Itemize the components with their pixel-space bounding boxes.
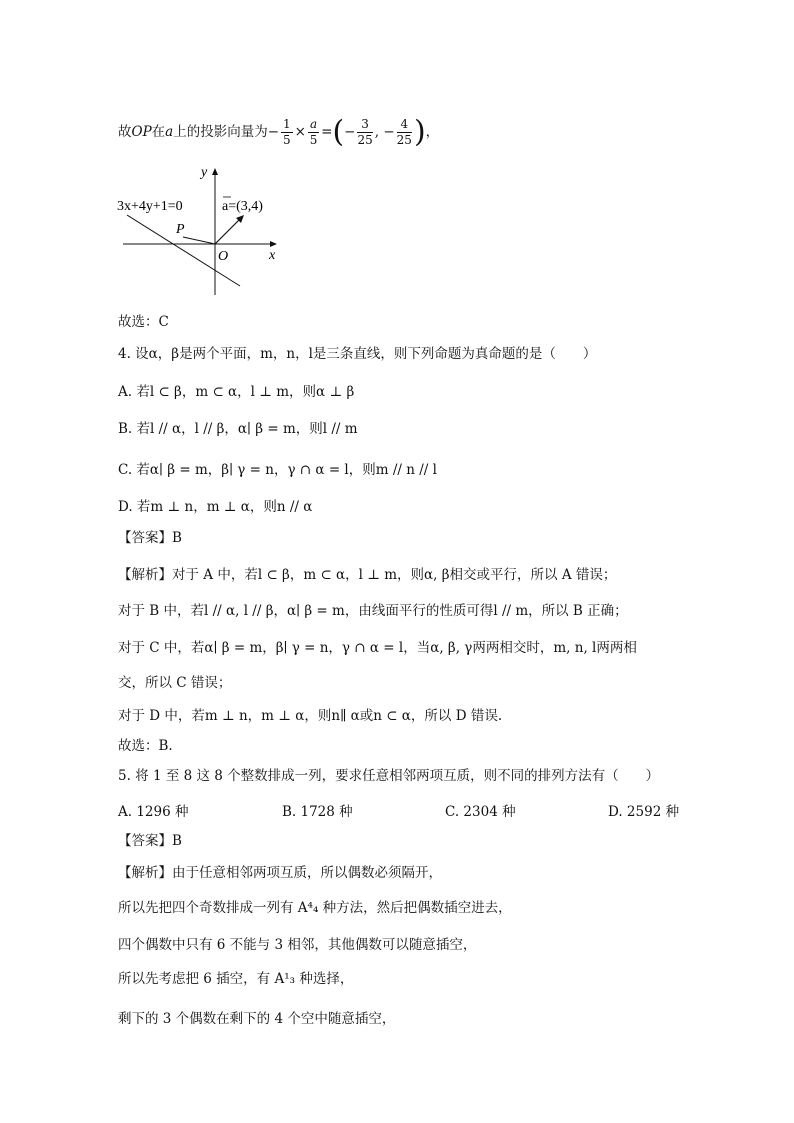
- q4-stem: 4. 设α，β是两个平面，m，n，l是三条直线，则下列命题为真命题的是（ ）: [118, 346, 597, 362]
- q4-analysis-5: 对于 D 中，若m ⊥ n，m ⊥ α，则n∥ α或n ⊂ α，所以 D 错误.: [118, 708, 503, 724]
- q5-analysis-1: 【解析】由于任意相邻两项互质，所以偶数必须隔开，: [118, 865, 442, 881]
- vector-a-arrow: [215, 217, 242, 244]
- p-label: P: [176, 222, 185, 237]
- projection-mid: 在: [151, 124, 166, 140]
- segment-op: [183, 237, 215, 244]
- q5-stem: 5. 将 1 至 8 这 8 个整数排成一列，要求任意相邻两项互质，则不同的排列方法有（ ）: [118, 768, 660, 784]
- q5-option-a: A. 1296 种: [118, 804, 189, 820]
- projection-formula: 故OP在a上的投影向量为− $\frac{1}{5}$ × $\frac{a}{5}$ =(− $\frac{3}{25}$ , − $\frac{4}{25}$ )，: [118, 114, 440, 150]
- equals-sign: =: [321, 124, 333, 140]
- neg-sign: −: [267, 124, 280, 140]
- q5-option-d: D. 2592 种: [608, 804, 680, 820]
- vector-a: a: [165, 124, 174, 140]
- q4-analysis-1: 【解析】对于 A 中，若l ⊂ β，m ⊂ α，l ⊥ m，则α, β相交或平行，所以 A 错误；: [118, 567, 617, 583]
- times-sign: ×: [294, 124, 306, 140]
- projection-prefix: 故: [118, 124, 132, 140]
- y-axis-arrow: [212, 168, 218, 175]
- q3-choice: 故选：C: [118, 314, 169, 330]
- q4-answer: 【答案】B: [118, 530, 182, 546]
- fraction-3-25: $\frac{3}{25}$: [357, 117, 373, 147]
- q4-option-c: C. 若α∣ β = m，β∣ γ = n，γ ∩ α = l，则m // n // l: [118, 462, 437, 478]
- q4-option-d: D. 若m ⊥ n，m ⊥ α，则n // α: [118, 499, 313, 515]
- q5-analysis-2: 所以先把四个奇数排成一列有 A⁴₄ 种方法，然后把偶数插空进去，: [118, 900, 512, 916]
- x-axis-arrow: [270, 241, 277, 247]
- q4-option-b: B. 若l // α，l // β，α∣ β = m，则l // m: [118, 421, 358, 437]
- q4-analysis-2: 对于 B 中，若l // α, l // β，α∣ β = m，由线面平行的性质可得l // m，所以 B 正确；: [118, 603, 628, 619]
- coordinate-figure: [115, 160, 290, 300]
- q4-analysis-4: 交，所以 C 错误；: [118, 675, 232, 691]
- q4-analysis-3: 对于 C 中，若α∣ β = m，β∣ γ = n，γ ∩ α = l，当α, β, γ两两相交时，m, n, l两两相: [118, 640, 637, 656]
- q5-option-c: C. 2304 种: [445, 804, 516, 820]
- q4-option-a: A. 若l ⊂ β，m ⊂ α，l ⊥ m，则α ⊥ β: [118, 384, 355, 400]
- q5-analysis-5: 剩下的 3 个偶数在剩下的 4 个空中随意插空，: [118, 1011, 396, 1027]
- fraction-1-5: $\frac{1}{5}$: [283, 117, 291, 147]
- q4-choice: 故选：B.: [118, 738, 173, 754]
- q5-analysis-3: 四个偶数中只有 6 不能与 3 相邻，其他偶数可以随意插空，: [118, 937, 477, 953]
- vector-label: a=(3,4): [222, 199, 263, 214]
- vector-op: OP: [131, 124, 152, 140]
- q5-option-b: B. 1728 种: [282, 804, 353, 820]
- line-label: 3x+4y+1=0: [117, 199, 183, 214]
- q5-answer: 【答案】B: [118, 833, 182, 849]
- projection-suffix: 上的投影向量为: [173, 124, 268, 140]
- projection-end: ，: [425, 124, 440, 140]
- x-label: x: [269, 248, 276, 263]
- origin-label: O: [218, 249, 229, 264]
- q5-analysis-4: 所以先考虑把 6 插空，有 A¹₃ 种选择，: [118, 971, 354, 987]
- fraction-4-25: $\frac{4}{25}$: [396, 117, 412, 147]
- fraction-a-5: $\frac{a}{5}$: [309, 117, 318, 147]
- y-label: y: [201, 165, 208, 180]
